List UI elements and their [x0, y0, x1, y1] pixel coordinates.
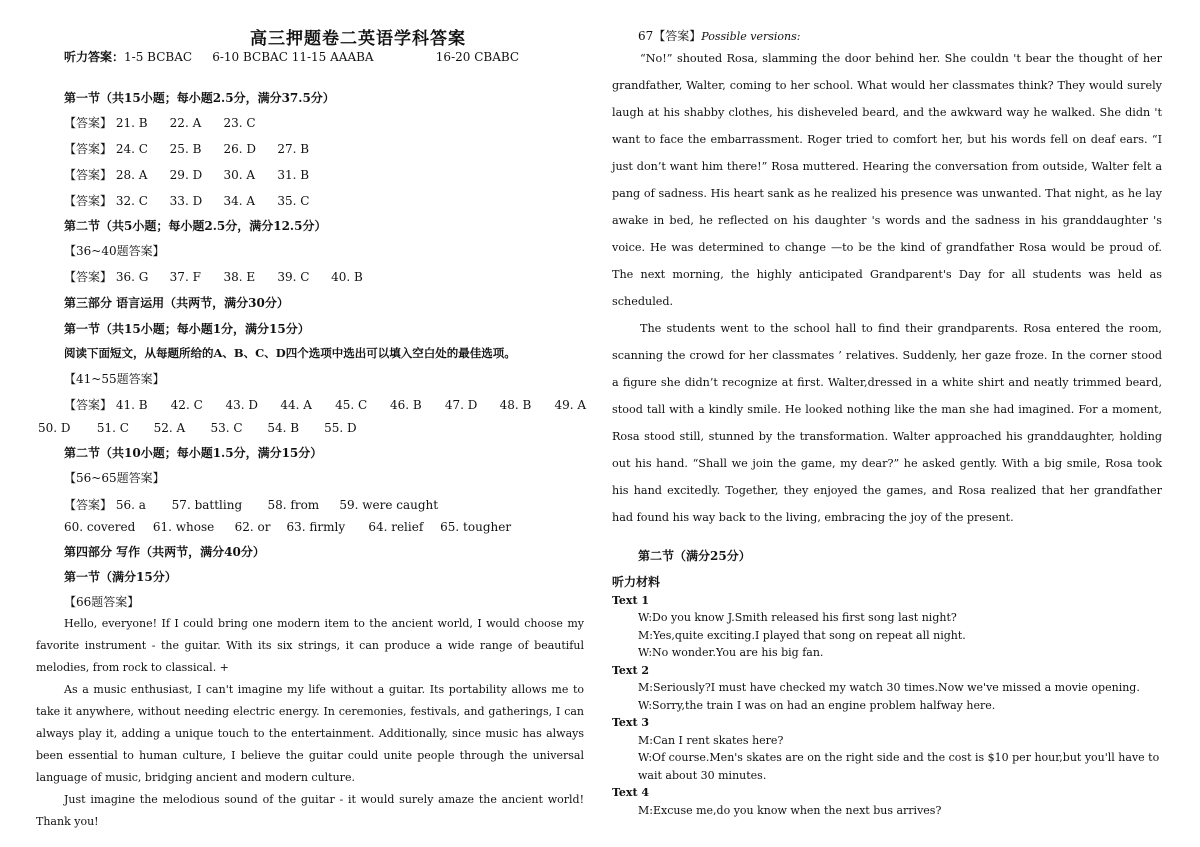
answer-item: 59. were caught	[339, 498, 439, 512]
answer-item: 65. tougher	[440, 520, 512, 534]
answer-item: 51. C	[96, 421, 129, 435]
answer-item: 53. C	[210, 421, 243, 435]
text-title: Text 1	[612, 593, 650, 607]
answer-item: 38. E	[223, 270, 256, 284]
dialogue-line: M:Yes,quite exciting.I played that song on repeat all night.	[638, 628, 966, 642]
answer-item: 49. A	[554, 398, 587, 412]
answer-item: 46. B	[389, 398, 422, 412]
answer-tag: 【答案】	[64, 194, 113, 208]
answer-item: 21. B	[115, 116, 148, 130]
dialogue-line: M:Can I rent skates here?	[638, 733, 784, 747]
essay-paragraph: Hello, everyone! If I could bring one modern item to the ancient world, I would choose my favorite instrument - the guitar. With its six strings, it can produce a wide range of beautiful melodies, from rock to classical. +	[36, 617, 584, 674]
listening-seg1: 1-5 BCBAC	[124, 50, 193, 64]
essay-paragraph: As a music enthusiast, I can't imagine my life without a guitar. Its portability allows me to take it anywhere, without needing electric energy. In ceremonies, festivals, and gatherings, I can always play it, adding a unique touch to the entertainment. Additionally, since music has always been essential to human culture, I believe the guitar could unite people through the universal language of music, bridging ancient and modern culture.	[36, 683, 584, 784]
answer-item: 27. B	[277, 142, 310, 156]
text-title: Text 2	[612, 663, 650, 677]
answer-item: 58. from	[267, 498, 320, 512]
answer-tag: 【答案】	[64, 270, 113, 284]
essay-66	[36, 613, 584, 833]
answer-row	[64, 114, 274, 131]
answer-tag: 【答案】	[64, 398, 113, 412]
section-heading: 第二节（共10小题；每小题1.5分，满分15分）	[64, 446, 323, 460]
answer-item: 31. B	[277, 168, 310, 182]
answer-item: 40. B	[331, 270, 363, 284]
answer-item: 50. D	[38, 421, 71, 435]
story-paragraph: The students went to the school hall to find their grandparents. Rosa entered the room, scanning the crowd for her classmates ’ relatives. Suddenly, her gaze froze. In the corner stood a figure she didn’t recognize at first. Walter,dressed in a white shirt and neatly trimmed beard, stood tall with a kindly smile. He looked nothing like the man she had imagined. For a moment, Rosa stood still, stunned by the transformation. Walter approached his granddaughter, holding out his hand. “Shall we join the game, my dear?” he asked gently. With a big smile, Rosa took his hand excitedly. Together, they enjoyed the games, and Rosa realized that her grandfather had found his way back to the living, embracing the joy of the present.	[612, 322, 1162, 524]
section-heading: 第一节（共15小题；每小题2.5分，满分37.5分）	[64, 91, 335, 105]
part-heading: 第三部分 语言运用（共两节，满分30分）	[64, 296, 289, 310]
answer-item: 25. B	[169, 142, 202, 156]
answer-item: 33. D	[169, 194, 203, 208]
answer-item: 23. C	[223, 116, 256, 130]
answer-item: 24. C	[115, 142, 148, 156]
listening-label: 听力答案：	[64, 50, 125, 64]
answer-row	[64, 496, 439, 513]
answer-tag: 【答案】	[64, 116, 113, 130]
answer-item: 56. a	[115, 498, 146, 512]
answer-item: 36. G	[115, 270, 149, 284]
answer-item: 26. D	[223, 142, 257, 156]
answer-item: 39. C	[277, 270, 310, 284]
answer-item: 22. A	[169, 116, 202, 130]
answer-item: 54. B	[267, 421, 300, 435]
story-paragraph: “No!” shouted Rosa, slamming the door behind her. She couldn 't bear the thought of her grandfather, Walter, coming to her school. What would her classmates think? They would surely laugh at his shabby clothes, his disheveled beard, and the awkward way he walked. She didn 't want to face the embarrassment. Roger tried to comfort her, but his words fell on deaf ears. “I just don’t want him there!” Rosa muttered. Hearing the conversation from outside, Walter felt a pang of sadness. His heart sank as he realized his presence was unwanted. That night, as he lay awake in bed, he reflected on his daughter 's words and the sadness in his granddaughter 's voice. He was determined to change —to be the kind of grandfather Rosa would be proud of. The next morning, the highly anticipated Grandparent's Day for all students was held as scheduled.	[612, 52, 1162, 308]
dialogue-line: M:Excuse me,do you know when the next bus arrives?	[638, 803, 942, 817]
answer-row	[64, 520, 510, 534]
essay-paragraph: Just imagine the melodious sound of the guitar - it would surely amaze the ancient world! Thank you!	[36, 793, 584, 828]
answer-item: 30. A	[223, 168, 256, 182]
page-title: 高三押题卷二英语学科答案	[250, 29, 466, 49]
q67-versions: Possible versions:	[701, 30, 801, 43]
answer-item: 37. F	[169, 270, 201, 284]
dialogue-line: M:Seriously?I must have checked my watch 30 times.Now we've missed a movie opening.	[638, 681, 1140, 694]
answer-row	[38, 421, 374, 435]
section-subheading: 【41~55题答案】	[64, 372, 165, 386]
dialogue-line: W:No wonder.You are his big fan.	[638, 646, 824, 659]
answer-item: 34. A	[223, 194, 256, 208]
text-title: Text 4	[612, 786, 650, 799]
answer-item: 42. C	[170, 398, 203, 412]
q67-label: 67【答案】	[638, 29, 702, 43]
answer-row	[64, 140, 327, 157]
section-subheading: 【66题答案】	[64, 595, 140, 609]
answer-item: 29. D	[169, 168, 203, 182]
answer-row	[64, 396, 594, 413]
answer-item: 48. B	[499, 398, 532, 412]
answer-item: 32. C	[115, 194, 148, 208]
section-heading: 第二节（共5小题；每小题2.5分，满分12.5分）	[64, 219, 327, 233]
answer-item: 60. covered	[64, 520, 136, 534]
answer-item: 28. A	[115, 168, 148, 182]
dialogue-line: W:Of course.Men's skates are on the right side and the cost is $10 per hour,but you'll have to wait about 30 minutes.	[638, 751, 1160, 782]
answer-tag: 【答案】	[64, 498, 113, 512]
answer-item: 35. C	[277, 194, 310, 208]
answer-item: 57. battling	[171, 498, 243, 512]
listening-transcript	[612, 574, 1172, 819]
answer-item: 61. whose	[152, 520, 215, 534]
answer-item: 64. relief	[368, 520, 424, 534]
q67-header	[638, 27, 800, 44]
answer-row	[64, 268, 381, 285]
section-heading: 第二节（满分25分）	[638, 549, 751, 563]
text-title: Text 3	[612, 716, 650, 729]
answer-tag: 【答案】	[64, 142, 113, 156]
section-heading: 第一节（共15小题；每小题1分，满分15分）	[64, 322, 310, 336]
answer-tag: 【答案】	[64, 168, 113, 182]
answer-item: 44. A	[280, 398, 312, 412]
answer-item: 62. or	[234, 520, 271, 534]
listening-answers	[64, 48, 519, 65]
answer-item: 45. C	[335, 398, 368, 412]
answer-item: 47. D	[444, 398, 478, 412]
answer-item: 52. A	[153, 421, 186, 435]
story-67	[612, 45, 1162, 531]
listening-seg2: 6-10 BCBAC 11-15 AAABA	[212, 50, 374, 64]
answer-item: 63. firmly	[286, 520, 346, 534]
dialogue-line: W:Sorry,the train I was on had an engine problem halfway here.	[638, 698, 996, 712]
section-subheading: 【36~40题答案】	[64, 244, 165, 258]
part-heading: 第四部分 写作（共两节，满分40分）	[64, 545, 265, 559]
answer-row	[64, 192, 327, 209]
answer-row	[64, 166, 327, 183]
section-heading: 第一节（满分15分）	[64, 570, 177, 584]
answer-item: 41. B	[115, 398, 148, 412]
listening-seg3: 16-20 CBABC	[435, 50, 520, 64]
transcript-heading: 听力材料	[612, 575, 661, 589]
section-subheading: 【56~65题答案】	[64, 471, 165, 485]
dialogue-line: W:Do you know J.Smith released his first song last night?	[638, 611, 957, 624]
answer-item: 55. D	[324, 421, 357, 435]
instruction-text: 阅读下面短文，从每题所给的A、B、C、D四个选项中选出可以填入空白处的最佳选项。	[64, 346, 516, 360]
answer-item: 43. D	[225, 398, 259, 412]
